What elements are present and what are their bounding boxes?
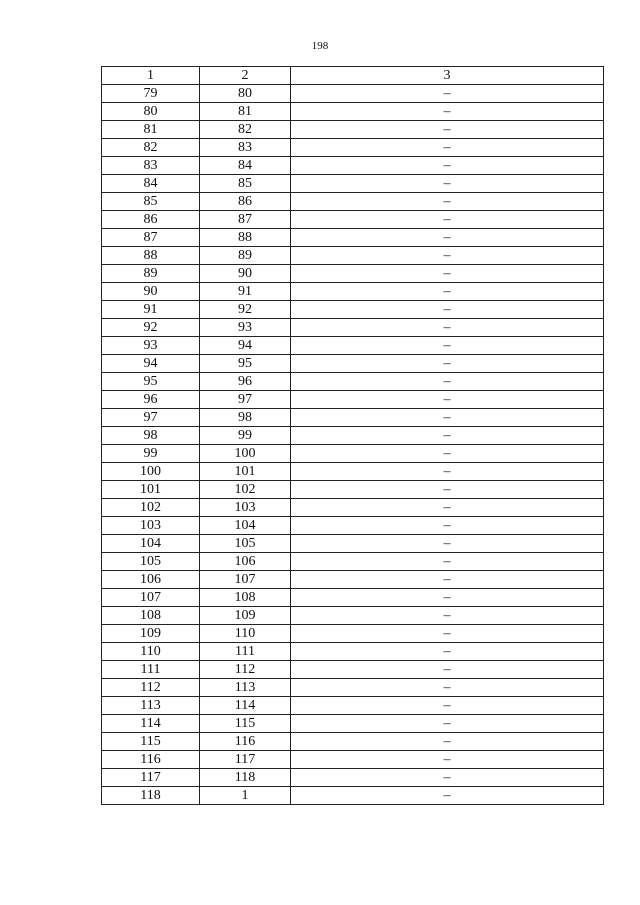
table-cell: 110 <box>200 625 291 643</box>
table-cell: 108 <box>200 589 291 607</box>
table-cell: – <box>291 319 604 337</box>
table-cell: 101 <box>102 481 200 499</box>
table-cell: – <box>291 355 604 373</box>
table-cell: 84 <box>200 157 291 175</box>
table-cell: 95 <box>200 355 291 373</box>
table-row <box>102 571 604 589</box>
table-cell: 112 <box>102 679 200 697</box>
table-cell: 109 <box>200 607 291 625</box>
table-cell: 85 <box>200 175 291 193</box>
table-cell: 92 <box>102 319 200 337</box>
table-row <box>102 373 604 391</box>
table-row <box>102 769 604 787</box>
table-cell: 82 <box>200 121 291 139</box>
table-cell: 88 <box>102 247 200 265</box>
table-cell: – <box>291 607 604 625</box>
table-cell: – <box>291 553 604 571</box>
table-cell: – <box>291 481 604 499</box>
data-table <box>101 66 604 805</box>
table-cell: – <box>291 769 604 787</box>
table-cell: – <box>291 85 604 103</box>
table-row <box>102 283 604 301</box>
table-cell: 83 <box>200 139 291 157</box>
table-row <box>102 733 604 751</box>
table-cell: 97 <box>102 409 200 427</box>
table-cell: – <box>291 409 604 427</box>
table-cell: 96 <box>102 391 200 409</box>
table-cell: 93 <box>102 337 200 355</box>
table-cell: 111 <box>200 643 291 661</box>
table-cell: – <box>291 175 604 193</box>
table-body <box>102 85 604 805</box>
table-cell: – <box>291 589 604 607</box>
table-row <box>102 103 604 121</box>
table-cell: – <box>291 697 604 715</box>
table-cell: 81 <box>200 103 291 121</box>
table-cell: 113 <box>200 679 291 697</box>
table-cell: – <box>291 247 604 265</box>
table-cell: 101 <box>200 463 291 481</box>
table-cell: 107 <box>200 571 291 589</box>
column-header: 1 <box>102 67 200 85</box>
table-cell: 98 <box>102 427 200 445</box>
table-row <box>102 265 604 283</box>
table-cell: 85 <box>102 193 200 211</box>
table-row <box>102 409 604 427</box>
table-cell: 102 <box>102 499 200 517</box>
table-cell: 100 <box>102 463 200 481</box>
table-row <box>102 175 604 193</box>
table-row <box>102 445 604 463</box>
table-cell: 87 <box>200 211 291 229</box>
table-cell: – <box>291 643 604 661</box>
table-row <box>102 355 604 373</box>
table-row <box>102 337 604 355</box>
table-cell: 109 <box>102 625 200 643</box>
table-cell: – <box>291 787 604 805</box>
table-cell: 98 <box>200 409 291 427</box>
table-row <box>102 643 604 661</box>
table-cell: 88 <box>200 229 291 247</box>
table-row <box>102 517 604 535</box>
table-cell: 86 <box>102 211 200 229</box>
table-cell: 115 <box>102 733 200 751</box>
table-cell: – <box>291 373 604 391</box>
table-cell: 103 <box>102 517 200 535</box>
table-cell: 104 <box>200 517 291 535</box>
table-cell: – <box>291 391 604 409</box>
table-cell: 94 <box>200 337 291 355</box>
table-cell: – <box>291 661 604 679</box>
table-row <box>102 553 604 571</box>
table-cell: – <box>291 283 604 301</box>
table-cell: 107 <box>102 589 200 607</box>
table-cell: – <box>291 571 604 589</box>
table-cell: – <box>291 445 604 463</box>
table-cell: 103 <box>200 499 291 517</box>
page-number: 198 <box>311 40 329 52</box>
table-cell: – <box>291 463 604 481</box>
table-cell: – <box>291 679 604 697</box>
table-cell: 114 <box>200 697 291 715</box>
table-cell: – <box>291 193 604 211</box>
table-cell: 106 <box>200 553 291 571</box>
table-cell: 87 <box>102 229 200 247</box>
table-cell: 97 <box>200 391 291 409</box>
table-cell: 114 <box>102 715 200 733</box>
table-row <box>102 751 604 769</box>
table-cell: 81 <box>102 121 200 139</box>
table-cell: 111 <box>102 661 200 679</box>
table-cell: 100 <box>200 445 291 463</box>
table-row <box>102 463 604 481</box>
table-cell: – <box>291 211 604 229</box>
table-cell: – <box>291 517 604 535</box>
table-cell: 90 <box>102 283 200 301</box>
table-cell: – <box>291 715 604 733</box>
table-cell: – <box>291 139 604 157</box>
table-cell: 115 <box>200 715 291 733</box>
table-cell: – <box>291 157 604 175</box>
table-cell: 91 <box>102 301 200 319</box>
table-cell: 84 <box>102 175 200 193</box>
column-header: 2 <box>200 67 291 85</box>
table-cell: 86 <box>200 193 291 211</box>
table-cell: – <box>291 499 604 517</box>
table-row <box>102 391 604 409</box>
table-cell: 106 <box>102 571 200 589</box>
table-cell: 99 <box>200 427 291 445</box>
table-cell: – <box>291 121 604 139</box>
table-row <box>102 625 604 643</box>
table-cell: 89 <box>102 265 200 283</box>
table-cell: 95 <box>102 373 200 391</box>
table-cell: 112 <box>200 661 291 679</box>
table-cell: 116 <box>102 751 200 769</box>
table-row <box>102 85 604 103</box>
table-row <box>102 229 604 247</box>
table-row <box>102 157 604 175</box>
table-cell: 82 <box>102 139 200 157</box>
table-cell: 83 <box>102 157 200 175</box>
table-row <box>102 661 604 679</box>
table-row <box>102 679 604 697</box>
table-cell: 79 <box>102 85 200 103</box>
table-cell: 80 <box>200 85 291 103</box>
table-row <box>102 715 604 733</box>
table-cell: 118 <box>200 769 291 787</box>
table-row <box>102 481 604 499</box>
table-cell: 104 <box>102 535 200 553</box>
column-header: 3 <box>291 67 604 85</box>
table-cell: 110 <box>102 643 200 661</box>
table-row <box>102 301 604 319</box>
table-cell: 118 <box>102 787 200 805</box>
table-row <box>102 607 604 625</box>
table-cell: 117 <box>102 769 200 787</box>
table-cell: – <box>291 229 604 247</box>
table-cell: 90 <box>200 265 291 283</box>
table-cell: – <box>291 337 604 355</box>
table-cell: 113 <box>102 697 200 715</box>
table-cell: 1 <box>200 787 291 805</box>
table-cell: 92 <box>200 301 291 319</box>
table-row <box>102 499 604 517</box>
table-header-row <box>102 67 604 85</box>
table-cell: 99 <box>102 445 200 463</box>
table-row <box>102 427 604 445</box>
table-cell: – <box>291 535 604 553</box>
table-cell: – <box>291 103 604 121</box>
table-cell: – <box>291 751 604 769</box>
table-row <box>102 247 604 265</box>
table-cell: 108 <box>102 607 200 625</box>
table-cell: 80 <box>102 103 200 121</box>
table-row <box>102 697 604 715</box>
table-cell: 93 <box>200 319 291 337</box>
table-row <box>102 139 604 157</box>
table-cell: 96 <box>200 373 291 391</box>
table-cell: 117 <box>200 751 291 769</box>
table-cell: – <box>291 625 604 643</box>
table-cell: 105 <box>200 535 291 553</box>
table-row <box>102 787 604 805</box>
table-cell: 102 <box>200 481 291 499</box>
table-cell: 105 <box>102 553 200 571</box>
table-row <box>102 535 604 553</box>
table-row <box>102 589 604 607</box>
table-cell: 89 <box>200 247 291 265</box>
table-row <box>102 193 604 211</box>
table-cell: – <box>291 427 604 445</box>
table-cell: 91 <box>200 283 291 301</box>
table-row <box>102 319 604 337</box>
table-cell: – <box>291 301 604 319</box>
table-row <box>102 121 604 139</box>
table-cell: 94 <box>102 355 200 373</box>
table-row <box>102 211 604 229</box>
table-cell: 116 <box>200 733 291 751</box>
table-cell: – <box>291 733 604 751</box>
table-cell: – <box>291 265 604 283</box>
